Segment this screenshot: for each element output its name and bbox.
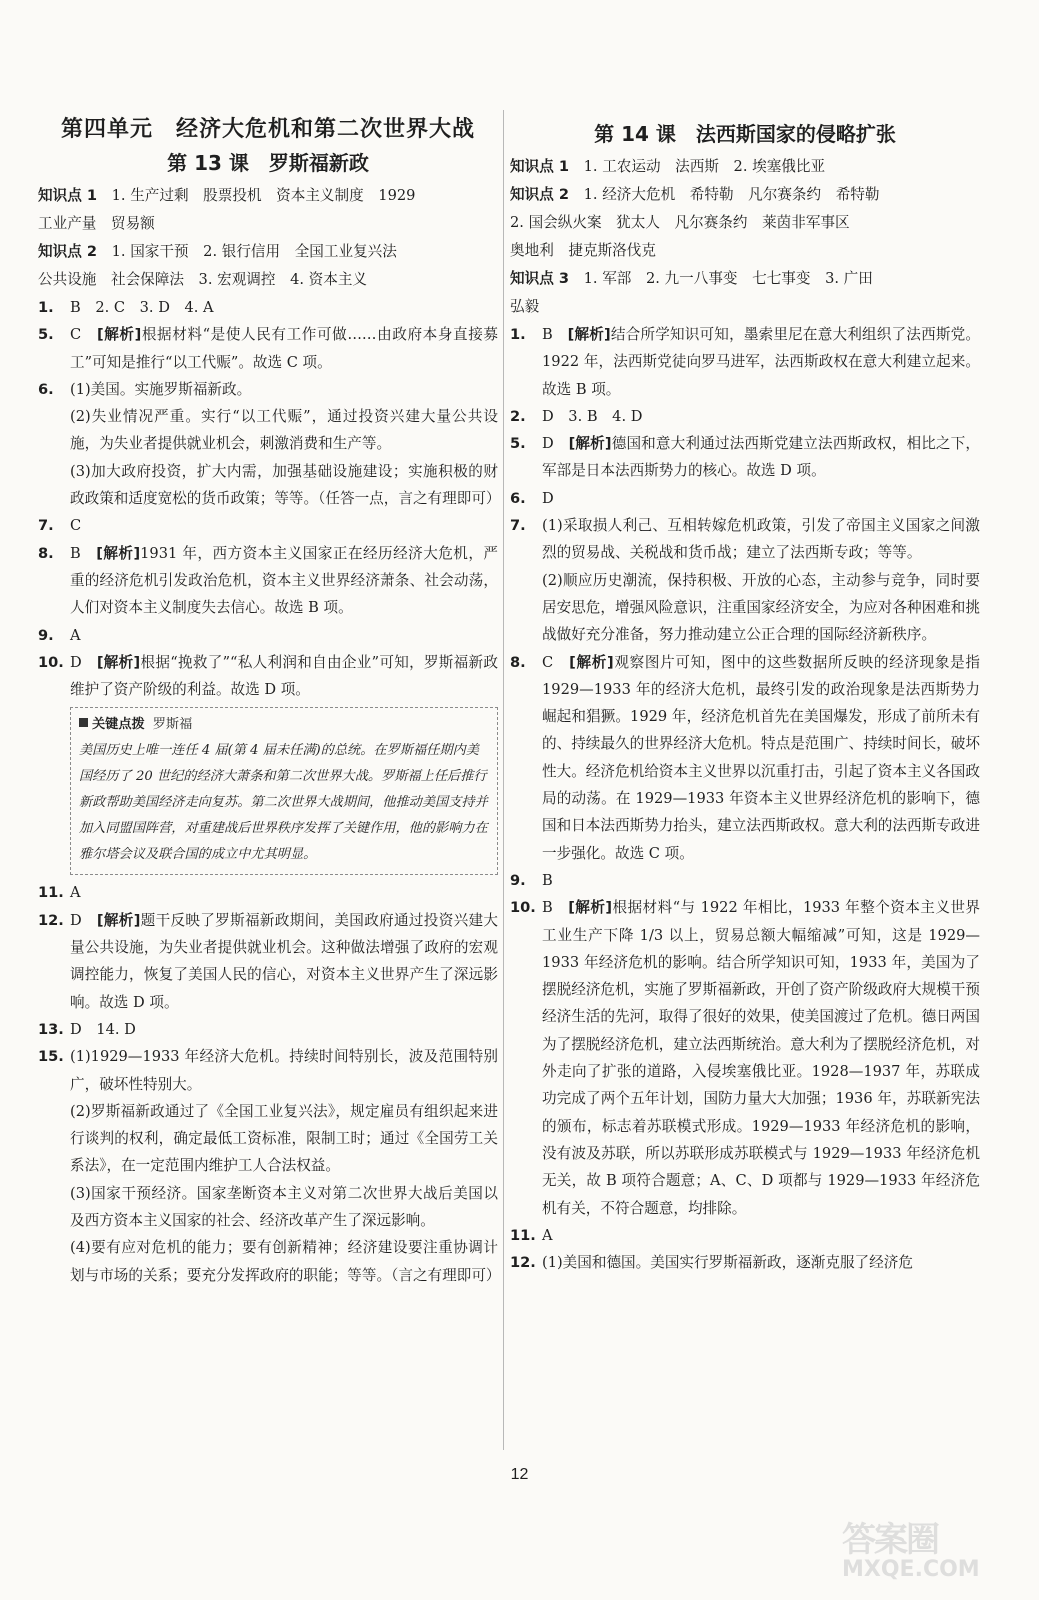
answer-item (38, 321, 498, 376)
knowledge-point-1 (510, 153, 980, 181)
kp-text: 工业产量 贸易额 (38, 215, 155, 232)
analysis-tag: [解析] (96, 911, 141, 929)
answer-item (510, 512, 980, 648)
item-text (70, 879, 498, 906)
answer-text: A (70, 626, 81, 644)
item-text (542, 430, 980, 485)
answer-item (510, 321, 980, 403)
analysis-text: 结合所学知识可知，墨索里尼在意大利组织了法西斯党。1922 年，法西斯党徒向罗马进军，法西斯政权在意大利建立起来。故选 B 项。 (542, 326, 980, 398)
watermark-logo-text: 答案圈 (842, 1520, 938, 1560)
item-number: 7. (510, 517, 526, 535)
item-number: 12. (38, 911, 64, 929)
answer-item (38, 540, 498, 622)
answer-item (38, 879, 498, 906)
item-number: 6. (38, 380, 54, 398)
item-number: 9. (510, 871, 526, 889)
answer-text: B 2. C 3. D 4. A (70, 299, 214, 316)
analysis-tag: [解析] (96, 326, 142, 344)
key-tip-box (70, 707, 498, 875)
right-column (510, 108, 980, 1276)
answer-text: B (542, 899, 569, 917)
answer-item (38, 376, 501, 512)
answer-item (510, 1249, 980, 1276)
analysis-tag: [解析] (568, 899, 613, 917)
answer-text: C (70, 517, 82, 535)
kp-label: 知识点 2 (510, 186, 570, 203)
kp-label: 知识点 1 (38, 187, 98, 204)
item-number: 8. (510, 653, 526, 671)
knowledge-point-2 (38, 238, 498, 294)
item-number: 6. (510, 489, 526, 507)
square-bullet-icon (79, 718, 88, 727)
answer-list (510, 321, 980, 1276)
item-text (70, 907, 498, 1016)
knowledge-point-1 (38, 182, 498, 238)
analysis-text: 题干反映了罗斯福新政期间，美国政府通过投资兴建大量公共设施，为失业者提供就业机会。这种做法增强了政府的宏观调控能力，恢复了美国人民的信心，对资本主义世界产生了深远影响。故选 D 项。 (70, 911, 498, 1011)
analysis-text: 根据材料“是使人民有工作可做……由政府本身直接募工”可知是推行“以工代赈”。故选 C 项。 (70, 326, 499, 371)
analysis-text: 根据“挽救了”“私人利润和自由企业”可知，罗斯福新政维护了资产阶级的利益。故选 D 项。 (70, 653, 499, 699)
watermark-url: MXQE.COM (842, 1557, 980, 1582)
answer-list (38, 879, 501, 1288)
item-text (542, 649, 980, 867)
answer-item (38, 1043, 501, 1289)
item-text (70, 376, 501, 512)
item-number: 10. (510, 899, 536, 917)
answer-item (510, 867, 980, 894)
item-text (542, 894, 980, 1222)
item-number: 9. (38, 626, 54, 644)
item-text (70, 294, 498, 321)
analysis-tag: [解析] (96, 544, 141, 562)
unit-title: 第四单元 经济大危机和第二次世界大战 (60, 117, 475, 142)
item-text (542, 403, 980, 430)
item-number: 1. (510, 326, 526, 343)
item-text (70, 649, 498, 704)
answer-text: C (542, 653, 570, 671)
analysis-text: 1931 年，西方资本主义国家正在经历经济大危机，严重的经济危机引发政治危机，资本主义世界经济萧条、社会动荡，人们对资本主义制度失去信心。故选 B 项。 (70, 544, 498, 617)
lesson-13-title: 第 13 课 罗斯福新政 (167, 151, 369, 175)
kp-text: 1. 生产过剩 股票投机 资本主义制度 1929 (111, 187, 416, 204)
column-divider (503, 110, 504, 1450)
watermark-logo (842, 1512, 1022, 1592)
answer-text: D 14. D (70, 1020, 136, 1038)
answer-item (38, 512, 498, 539)
item-number: 13. (38, 1020, 64, 1038)
answer-text: B (542, 871, 553, 889)
knowledge-point-3 (510, 265, 980, 321)
kp-text: 1. 国家干预 2. 银行信用 全国工业复兴法 (111, 243, 397, 260)
answer-text: (1)采取损人利己、互相转嫁危机政策，引发了帝国主义国家之间激烈的贸易战、关税战和货币战；建立了法西斯专政；等等。 (542, 517, 980, 562)
sub-answer: (4)要有应对危机的能力；要有创新精神；经济建设要注重协调计划与市场的关系；要充分发挥政府的职能；等等。（言之有理即可） (70, 1239, 501, 1284)
kp-text: 1. 工农运动 法西斯 2. 埃塞俄比亚 (583, 158, 826, 175)
sub-answer: (2)罗斯福新政通过了《全国工业复兴法》，规定雇员有组织起来进行谈判的权利，确定最低工资标准，限制工时；通过《全国劳工关系法》，在一定范围内维护工人合法权益。 (70, 1102, 498, 1175)
item-number: 15. (38, 1048, 64, 1066)
item-text (70, 622, 498, 649)
answer-text: C (70, 326, 97, 344)
lesson-14-title: 第 14 课 法西斯国家的侵略扩张 (594, 122, 896, 146)
kp-text: 2. 国会纵火案 犹太人 凡尔赛条约 莱茵非军事区 (510, 214, 850, 231)
answer-text: A (542, 1226, 553, 1244)
answer-item (510, 1222, 980, 1249)
knowledge-point-2 (510, 181, 980, 265)
item-text (70, 540, 498, 622)
item-number: 12. (510, 1254, 536, 1272)
answer-text: A (70, 884, 81, 902)
kp-text: 公共设施 社会保障法 3. 宏观调控 4. 资本主义 (38, 271, 368, 288)
answer-text: B (542, 326, 568, 343)
item-text (542, 321, 980, 403)
item-number: 1. (38, 299, 54, 316)
item-text (542, 867, 980, 894)
sub-answer: (2)失业情况严重。实行“以工代赈”，通过投资兴建大量公共设施，为失业者提供就业机会，刺激消费和生产等。 (70, 408, 498, 453)
analysis-tag: [解析] (569, 653, 614, 671)
answer-text: D (70, 653, 97, 671)
kp-text: 1. 军部 2. 九一八事变 七七事变 3. 广田 (583, 270, 873, 287)
answer-item (38, 907, 498, 1016)
sub-answer: (3)国家干预经济。国家垄断资本主义对第二次世界大战后美国以及西方资本主义国家的社会、经济改革产生了深远影响。 (70, 1184, 498, 1230)
answer-text: (1)1929—1933 年经济大危机。持续时间特别长，波及范围特别广，破坏性特别大。 (70, 1048, 498, 1093)
answer-text: (1)美国。实施罗斯福新政。 (70, 380, 252, 398)
kp-text: 1. 经济大危机 希特勒 凡尔赛条约 希特勒 (583, 186, 880, 203)
item-text (70, 1043, 501, 1289)
kp-label: 知识点 3 (510, 270, 570, 287)
item-text (70, 321, 498, 376)
page-number: 12 (510, 1466, 529, 1483)
answer-item (510, 649, 980, 867)
answer-text: B (70, 544, 97, 562)
answer-item (38, 649, 498, 704)
item-number: 2. (510, 407, 526, 425)
item-text (542, 1249, 980, 1276)
key-tip-title: 关键点拨 (92, 717, 145, 733)
answer-list (38, 294, 501, 703)
item-number: 11. (38, 884, 64, 902)
kp-label: 知识点 2 (38, 243, 98, 260)
key-tip-header (79, 712, 489, 738)
analysis-text: 德国和意大利通过法西斯党建立法西斯政权，相比之下，军部是日本法西斯势力的核心。故选 D 项。 (542, 435, 981, 480)
answer-text: D (542, 435, 569, 453)
sub-answer: (3)加大政府投资，扩大内需，加强基础设施建设；实施积极的财政政策和适度宽松的货币政策；等等。（任答一点，言之有理即可） (70, 462, 501, 508)
analysis-tag: [解析] (568, 435, 612, 453)
item-number: 10. (38, 653, 64, 671)
left-column (38, 108, 501, 1289)
answer-item (510, 430, 980, 485)
key-tip-text: 美国历史上唯一连任 4 届(第 4 届未任满)的总统。在罗斯福任期内美国经历了 20 世纪的经济大萧条和第二次世界大战。罗斯福上任后推行新政帮助美国经济走向复苏。第二次世界大战期间，他推动美国支持并加入同盟国阵营，对重建战后世界秩序发挥了关键作用，他的影响力在雅尔塔会议及联合国的成立中尤其明显。 (79, 743, 488, 863)
answer-item (510, 894, 980, 1222)
item-number: 11. (510, 1226, 536, 1244)
analysis-tag: [解析] (96, 653, 141, 671)
item-text (70, 512, 498, 539)
item-text (542, 512, 980, 648)
answer-item (510, 403, 980, 430)
answer-item (510, 485, 980, 512)
answer-text: D (70, 911, 97, 929)
kp-text: 弘毅 (510, 298, 540, 315)
answer-text: D 3. B 4. D (542, 407, 643, 425)
item-number: 5. (510, 435, 526, 453)
item-text (542, 1222, 980, 1249)
item-text (70, 1016, 498, 1043)
analysis-text: 根据材料“与 1922 年相比，1933 年整个资本主义世界工业生产下降 1/3 以上，贸易总额大幅缩减”可知，这是 1929—1933 年经济危机的影响。结合所学知识可知，1933 年，美国为了摆脱经济危机，实施了罗斯福新政，开创了资产阶级政府大规模干预经济生活的先河，取得了很好的效果，使美国渡过了危机。德日两国为了摆脱经济危机，建立法西斯统治。意大利为了摆脱经济危机，对外走向了扩张的道路，入侵埃塞俄比亚。1928—1937 年，苏联成功完成了两个五年计划，国防力量大大加强；1936 年，苏联新宪法的颁布，标志着苏联模式形成。1929—1933 年经济危机的影响，没有波及苏联，所以苏联形成苏联模式与 1929—1933 年经济危机无关，故 B 项符合题意；A、C、D 项都与 1929—1933 年经济危机有关，不符合题意，均排除。 (542, 899, 980, 1217)
answer-item (38, 294, 498, 321)
sub-answer: (2)顺应历史潮流，保持积极、开放的心态，主动参与竞争，同时要居安思危，增强风险意识，注重国家经济安全，为应对各种困难和挑战做好充分准备，努力推动建立公正合理的国际经济新秩序。 (542, 571, 980, 644)
item-number: 7. (38, 517, 54, 535)
item-number: 5. (38, 326, 54, 344)
answer-item (38, 1016, 498, 1043)
item-number: 8. (38, 544, 54, 562)
answer-item (38, 622, 498, 649)
answer-text: D (542, 489, 554, 507)
kp-label: 知识点 1 (510, 158, 570, 175)
item-text (542, 485, 980, 512)
key-tip-subject: 罗斯福 (152, 717, 193, 733)
analysis-text: 观察图片可知，图中的这些数据所反映的经济现象是指 1929—1933 年的经济大危机，最终引发的政治现象是法西斯势力崛起和猖獗。1929 年，经济危机首先在美国爆发，形成了前所未有的、持续最久的世界经济大危机。特点是范围广、持续时间长，破坏性大。经济危机给资本主义世界以沉重打击，引起了资本主义各国政局的动荡。在 1929—1933 年资本主义世界经济危机的影响下，德国和日本法西斯势力抬头，建立法西斯政权。意大利的法西斯专政进一步强化。故选 C 项。 (542, 653, 980, 862)
kp-text: 奥地利 捷克斯洛伐克 (510, 242, 656, 259)
answer-text: (1)美国和德国。美国实行罗斯福新政，逐渐克服了经济危 (542, 1254, 913, 1272)
analysis-tag: [解析] (567, 326, 611, 343)
